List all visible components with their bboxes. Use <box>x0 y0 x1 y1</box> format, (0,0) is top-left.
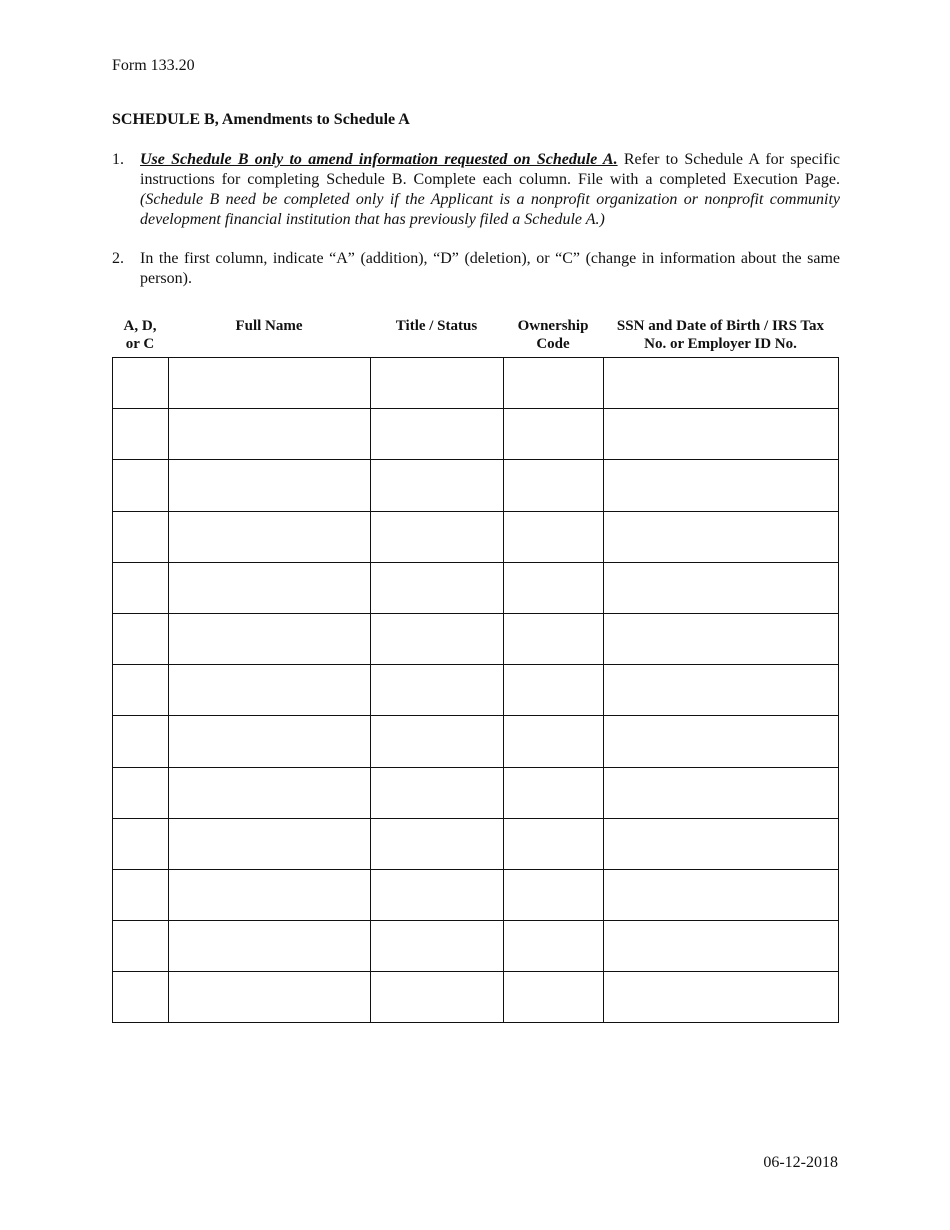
cell-action[interactable] <box>113 716 169 767</box>
cell-ownership-code[interactable] <box>504 972 604 1023</box>
table-row <box>113 409 839 460</box>
cell-action[interactable] <box>113 869 169 920</box>
cell-ssn-tax-id[interactable] <box>604 358 839 409</box>
cell-title-status[interactable] <box>371 767 504 818</box>
cell-ssn-tax-id[interactable] <box>604 972 839 1023</box>
cell-action[interactable] <box>113 921 169 972</box>
cell-ssn-tax-id[interactable] <box>604 511 839 562</box>
column-header-action <box>112 317 168 353</box>
cell-full-name[interactable] <box>169 511 371 562</box>
table-row <box>113 972 839 1023</box>
cell-ssn-tax-id[interactable] <box>604 562 839 613</box>
cell-full-name[interactable] <box>169 818 371 869</box>
cell-full-name[interactable] <box>169 921 371 972</box>
table-row <box>113 921 839 972</box>
cell-ownership-code[interactable] <box>504 460 604 511</box>
cell-ssn-tax-id[interactable] <box>604 818 839 869</box>
cell-action[interactable] <box>113 460 169 511</box>
table-row <box>113 767 839 818</box>
column-header-line: A, D, <box>123 318 157 334</box>
instruction-text: Refer to Schedule A for specific instructions for completing Schedule B. Complete each column. File with a completed Execution Page. <box>140 151 840 188</box>
cell-action[interactable] <box>113 358 169 409</box>
column-header-line: Ownership <box>517 318 589 334</box>
cell-title-status[interactable] <box>371 972 504 1023</box>
cell-ssn-tax-id[interactable] <box>604 767 839 818</box>
cell-ssn-tax-id[interactable] <box>604 921 839 972</box>
column-header-line: No. or Employer ID No. <box>644 336 797 352</box>
form-number: Form 133.20 <box>112 57 195 74</box>
cell-action[interactable] <box>113 613 169 664</box>
cell-title-status[interactable] <box>371 511 504 562</box>
column-header-full-name <box>168 317 370 335</box>
cell-title-status[interactable] <box>371 665 504 716</box>
cell-ownership-code[interactable] <box>504 818 604 869</box>
table-row <box>113 562 839 613</box>
table-row <box>113 665 839 716</box>
cell-full-name[interactable] <box>169 409 371 460</box>
column-header-ownership-code <box>503 317 603 353</box>
cell-action[interactable] <box>113 818 169 869</box>
cell-full-name[interactable] <box>169 358 371 409</box>
cell-ssn-tax-id[interactable] <box>604 716 839 767</box>
column-header-ssn-tax-id <box>603 317 838 353</box>
cell-ownership-code[interactable] <box>504 409 604 460</box>
table-row <box>113 460 839 511</box>
cell-ownership-code[interactable] <box>504 921 604 972</box>
cell-ownership-code[interactable] <box>504 665 604 716</box>
cell-action[interactable] <box>113 767 169 818</box>
schedule-title: SCHEDULE B, Amendments to Schedule A <box>112 111 410 128</box>
table-row <box>113 716 839 767</box>
cell-full-name[interactable] <box>169 972 371 1023</box>
column-header-line: SSN and Date of Birth / IRS Tax <box>616 318 825 334</box>
cell-full-name[interactable] <box>169 716 371 767</box>
cell-action[interactable] <box>113 665 169 716</box>
table-row <box>113 869 839 920</box>
cell-ssn-tax-id[interactable] <box>604 409 839 460</box>
cell-full-name[interactable] <box>169 869 371 920</box>
cell-action[interactable] <box>113 511 169 562</box>
column-header-title-status <box>370 317 503 335</box>
column-header-line: Full Name <box>235 318 303 334</box>
revision-date: 06-12-2018 <box>763 1154 838 1171</box>
table-row <box>113 358 839 409</box>
instruction-emphasis: Use Schedule B only to amend information requested on Schedule A. <box>140 151 618 168</box>
cell-action[interactable] <box>113 562 169 613</box>
cell-ownership-code[interactable] <box>504 613 604 664</box>
cell-title-status[interactable] <box>371 921 504 972</box>
cell-title-status[interactable] <box>371 358 504 409</box>
table-row <box>113 511 839 562</box>
column-header-line: Title / Status <box>395 318 478 334</box>
instruction-body: In the first column, indicate “A” (addition), “D” (deletion), or “C” (change in information about the same person). <box>140 250 840 287</box>
cell-ownership-code[interactable] <box>504 869 604 920</box>
column-header-line: Code <box>536 336 570 352</box>
table-row <box>113 818 839 869</box>
cell-full-name[interactable] <box>169 562 371 613</box>
cell-full-name[interactable] <box>169 767 371 818</box>
cell-title-status[interactable] <box>371 613 504 664</box>
cell-ssn-tax-id[interactable] <box>604 613 839 664</box>
cell-full-name[interactable] <box>169 665 371 716</box>
cell-ownership-code[interactable] <box>504 562 604 613</box>
instruction-number: 1. <box>112 151 124 168</box>
cell-action[interactable] <box>113 409 169 460</box>
cell-ownership-code[interactable] <box>504 358 604 409</box>
instruction-2 <box>112 249 840 289</box>
cell-ownership-code[interactable] <box>504 716 604 767</box>
instruction-1 <box>112 150 840 230</box>
instruction-note: (Schedule B need be completed only if the Applicant is a nonprofit organization or nonprofit community development financial institution that has previously filed a Schedule A.) <box>140 191 840 228</box>
cell-title-status[interactable] <box>371 818 504 869</box>
cell-title-status[interactable] <box>371 716 504 767</box>
table-row <box>113 613 839 664</box>
cell-full-name[interactable] <box>169 613 371 664</box>
cell-full-name[interactable] <box>169 460 371 511</box>
cell-ssn-tax-id[interactable] <box>604 460 839 511</box>
instruction-body <box>140 150 840 230</box>
amendments-table-body <box>113 358 839 1023</box>
cell-ownership-code[interactable] <box>504 511 604 562</box>
cell-action[interactable] <box>113 972 169 1023</box>
cell-title-status[interactable] <box>371 409 504 460</box>
cell-ssn-tax-id[interactable] <box>604 665 839 716</box>
cell-title-status[interactable] <box>371 869 504 920</box>
amendments-table <box>112 357 839 1023</box>
cell-title-status[interactable] <box>371 562 504 613</box>
instruction-number: 2. <box>112 250 124 267</box>
cell-title-status[interactable] <box>371 460 504 511</box>
column-header-line: or C <box>125 336 155 352</box>
cell-ownership-code[interactable] <box>504 767 604 818</box>
cell-ssn-tax-id[interactable] <box>604 869 839 920</box>
